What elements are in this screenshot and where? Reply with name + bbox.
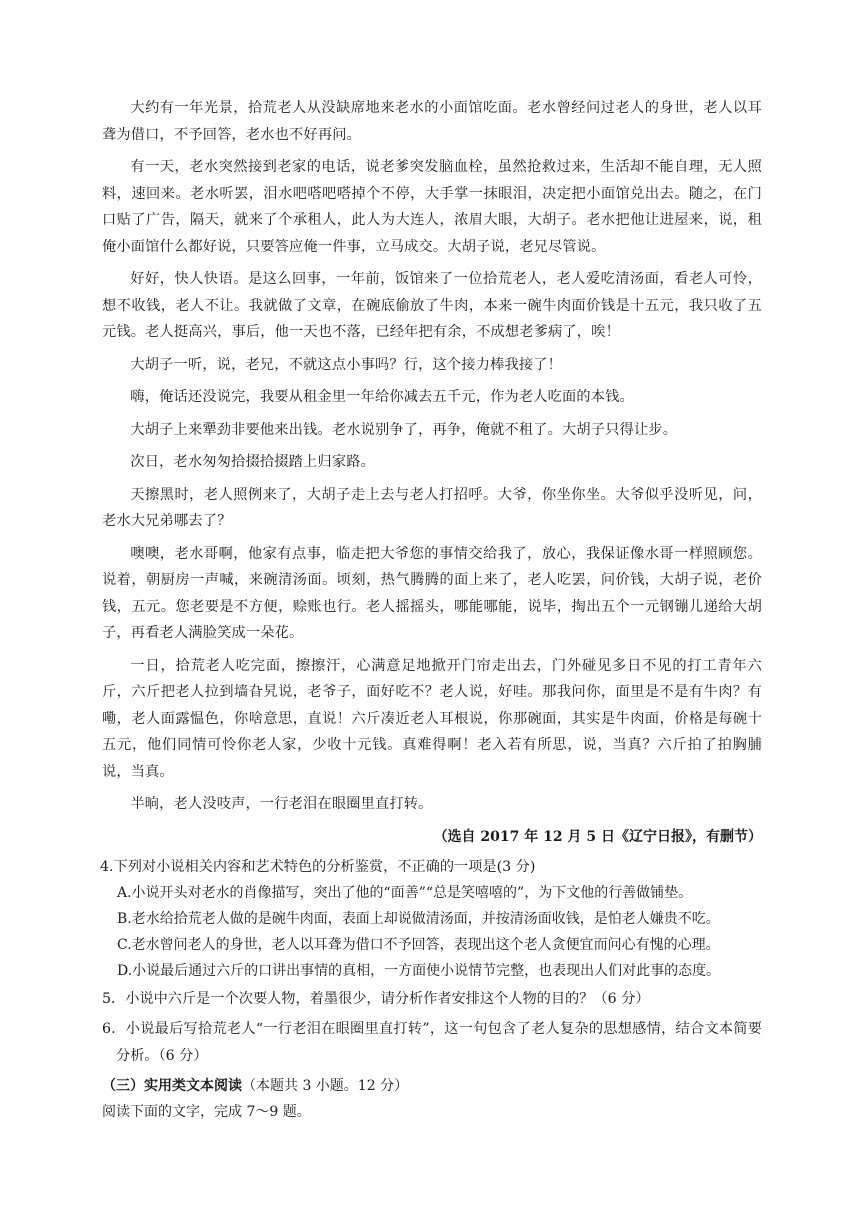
section-3-title [102, 1073, 762, 1099]
story-paragraph: 一日，拾荒老人吃完面，擦擦汗，心满意足地掀开门帘走出去，门外碰见多日不见的打工青年六斤，六斤把老人拉到墙旮旯说，老爷子，面好吃不？老人说，好哇。那我问你，面里是不是有牛肉？有嘞，老人面露愠色，你啥意思，直说！六斤凑近老人耳根说，你那碗面，其实是牛肉面，价格是每碗十五元，他们同情可怜你老人家，少收十元钱。真难得啊！老入若有所思，说，当真？六斤拍了拍胸脯说，当真。 [102, 657, 762, 780]
exam-page [102, 95, 762, 1125]
question-4 [102, 854, 762, 984]
question-4-options [102, 880, 762, 984]
story-paragraph: 噢噢，老水哥啊，他家有点事，临走把大爷您的事情交给我了，放心，我保证像水哥一样照顾您。说着，朝厨房一声喊，来碗清汤面。顷刻，热气腾腾的面上来了，老人吃罢，问价钱，大胡子说，老价钱，五元。您老要是不方便，赊账也行。老人摇摇头，哪能哪能，说毕，掏出五个一元钢镚儿递给大胡子，再看老人满脸笑成一朵花。 [102, 545, 762, 641]
story-paragraph: 半晌，老人没吱声，一行老泪在眼圈里直打转。 [130, 796, 433, 812]
option-d: D.小说最后通过六斤的口讲出事情的真相，一方面使小说情节完整，也表现出人们对此事的态度。 [117, 962, 721, 979]
story-paragraph: 好好，快人快语。是这么回事，一年前，饭馆来了一位拾荒老人，老人爱吃清汤面，看老人可怜，想不收钱，老人不让。我就做了文章，在碗底偷放了牛肉，本来一碗牛肉面价钱是十五元，我只收了五元钱。老人挺高兴，事后，他一天也不落，已经年把有余，不成想老爹病了，唉！ [102, 271, 762, 340]
option-a: A.小说开头对老水的肖像描写，突出了他的“面善”“总是笑嘻嘻的”，为下文他的行善做铺垫。 [117, 884, 693, 901]
story-paragraph: 次日，老水匆匆拾掇拾掇踏上归家路。 [130, 454, 375, 470]
question-5: 5．小说中六斤是一个次要人物，着墨很少，请分析作者安排这个人物的目的？（6 分） [102, 990, 650, 1007]
option-c: C.老水曾问老人的身世，老人以耳聋为借口不予回答，表现出这个老人贪便宜而问心有愧的心理。 [117, 936, 720, 953]
option-b: B.老水给拾荒老人做的是碗牛肉面，表面上却说做清汤面，并按清汤面收钱，是怕老人嫌贵不吃。 [117, 910, 720, 927]
source-citation: （选自 2017 年 12 月 5 日《辽宁日报》，有删节） [433, 828, 762, 845]
section-3-note: （本题共 3 小题。12 分） [242, 1078, 409, 1094]
story-paragraph: 有一天，老水突然接到老家的电话，说老爹突发脑血栓，虽然抢救过来，生活却不能自理，无人照料，速回来。老水听罢，泪水吧嗒吧嗒掉个不停，大手掌一抹眼泪，决定把小面馆兑出去。随之，在门口贴了广告，隔天，就来了个承租人，此人为大连人，浓眉大眼，大胡子。老水把他让进屋来，说，租俺小面馆什么都好说，只要答应俺一件事，立马成交。大胡子说，老兄尽管说。 [102, 159, 762, 255]
story-paragraph: 大胡子一听，说，老兄，不就这点小事吗？行，这个接力棒我接了！ [130, 356, 563, 373]
story-body [102, 95, 762, 818]
story-paragraph: 嗨，俺话还没说完，我要从租金里一年给你减去五千元，作为老人吃面的本钱。 [130, 389, 634, 405]
section-3-heading: （三）实用类文本阅读 [102, 1078, 242, 1094]
section-3-instruction: 阅读下面的文字，完成 7～9 题。 [102, 1104, 311, 1120]
story-paragraph: 大约有一年光景，拾荒老人从没缺席地来老水的小面馆吃面。老水曾经问过老人的身世，老人以耳聋为借口，不予回答，老水也不好再问。 [102, 100, 762, 143]
story-paragraph: 天擦黑时，老人照例来了，大胡子走上去与老人打招呼。大爷，你坐你坐。大爷似乎没听见，问，老水大兄弟哪去了？ [102, 486, 762, 529]
question-6: 6．小说最后写拾荒老人“一行老泪在眼圈里直打转”，这一句包含了老人复杂的思想感情，结合文本简要分析。（6 分） [102, 1021, 762, 1064]
story-paragraph: 大胡子上来犟劲非要他来出钱。老水说别争了，再争，俺就不租了。大胡子只得让步。 [130, 421, 678, 438]
question-4-stem: 4.下列对小说相关内容和艺术特色的分析鉴赏，不正确的一项是(3 分) [100, 858, 536, 875]
